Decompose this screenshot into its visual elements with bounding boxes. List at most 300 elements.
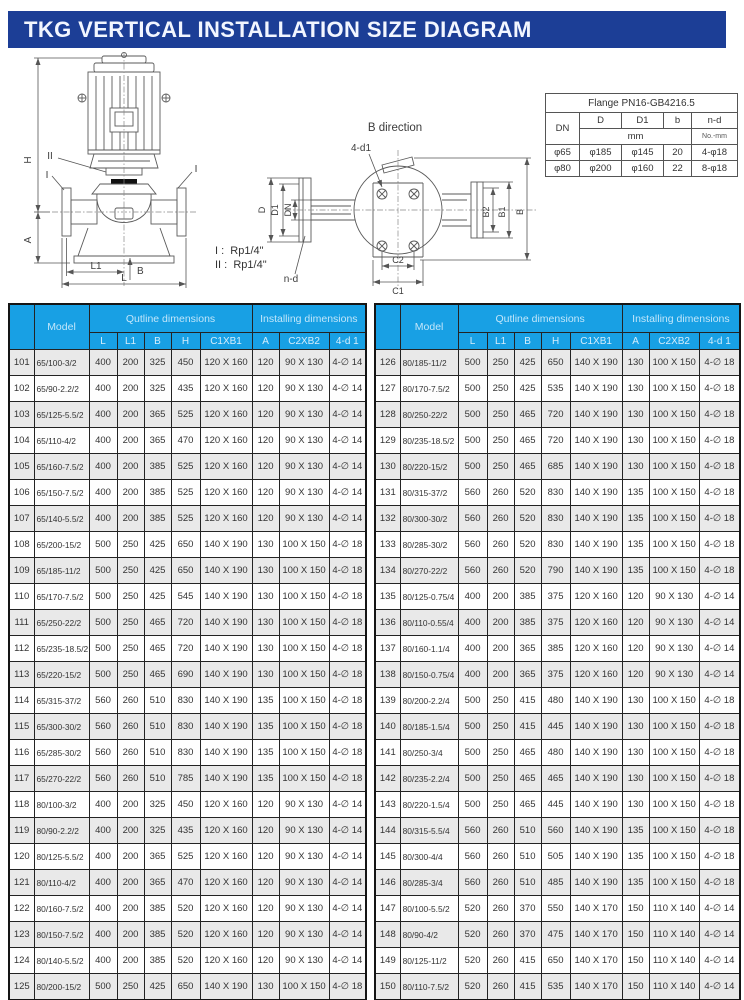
dim-b: 465 bbox=[514, 792, 541, 818]
dim-c1xb1: 120 X 160 bbox=[200, 818, 252, 844]
table-row bbox=[375, 922, 740, 948]
dim-h: 480 bbox=[541, 740, 570, 766]
dim-c1xb1: 120 X 160 bbox=[200, 376, 252, 402]
model-cell: 80/220-1.5/4 bbox=[400, 792, 458, 818]
dim-h: 525 bbox=[171, 480, 200, 506]
dim-l: 500 bbox=[89, 662, 117, 688]
dim-c2xb2: 90 X 130 bbox=[279, 818, 329, 844]
table-row bbox=[375, 636, 740, 662]
dim-c2xb2: 100 X 150 bbox=[279, 558, 329, 584]
row-index: 111 bbox=[9, 610, 34, 636]
dim-l: 400 bbox=[89, 844, 117, 870]
dim-b: 385 bbox=[144, 454, 171, 480]
dim-a: 130 bbox=[622, 402, 649, 428]
dim-c2xb2: 100 X 150 bbox=[649, 558, 699, 584]
dim-c1xb1: 120 X 160 bbox=[200, 870, 252, 896]
dim-a: 120 bbox=[252, 506, 279, 532]
dim-b: 385 bbox=[144, 896, 171, 922]
table-row bbox=[375, 740, 740, 766]
dimension-table-right bbox=[374, 303, 741, 1000]
dim-holes: 4-∅ 14 bbox=[329, 818, 366, 844]
flange-col-dn: DN bbox=[546, 113, 580, 145]
dim-h: 830 bbox=[541, 532, 570, 558]
dim-holes: 4-∅ 18 bbox=[699, 818, 740, 844]
dim-c2xb2: 90 X 130 bbox=[279, 454, 329, 480]
table-row bbox=[375, 350, 740, 376]
row-index: 108 bbox=[9, 532, 34, 558]
dim-c2xb2: 90 X 130 bbox=[279, 428, 329, 454]
dim-h: 480 bbox=[541, 688, 570, 714]
flange-d1-cell: φ145 bbox=[622, 145, 664, 161]
dim-l1: 200 bbox=[117, 480, 144, 506]
dim-h: 650 bbox=[541, 350, 570, 376]
dim-a: 120 bbox=[252, 922, 279, 948]
dim-c1xb1: 140 X 190 bbox=[200, 740, 252, 766]
dim-h: 560 bbox=[541, 818, 570, 844]
model-cell: 65/285-30/2 bbox=[34, 740, 89, 766]
model-cell: 80/185-11/2 bbox=[400, 350, 458, 376]
dim-a: 130 bbox=[252, 610, 279, 636]
dim-l1: 250 bbox=[487, 792, 514, 818]
model-cell: 80/150-0.75/4 bbox=[400, 662, 458, 688]
dim-c1xb1: 120 X 160 bbox=[570, 662, 622, 688]
row-index: 107 bbox=[9, 506, 34, 532]
row-index: 148 bbox=[375, 922, 400, 948]
dim-l: 500 bbox=[458, 454, 487, 480]
dim-a: 120 bbox=[622, 636, 649, 662]
table-row bbox=[375, 792, 740, 818]
dim-c1xb1: 120 X 160 bbox=[200, 506, 252, 532]
dim-l1: 250 bbox=[117, 584, 144, 610]
col-header-a: A bbox=[622, 333, 649, 350]
port-label-i-right: I bbox=[194, 164, 198, 175]
dim-a: 130 bbox=[622, 740, 649, 766]
dim-b: 385 bbox=[144, 480, 171, 506]
dim-c1xb1: 140 X 190 bbox=[570, 506, 622, 532]
dim-c2xb2: 100 X 150 bbox=[279, 688, 329, 714]
dim-a: 135 bbox=[252, 766, 279, 792]
col-header-h: H bbox=[541, 333, 570, 350]
table-row bbox=[9, 428, 366, 454]
dim-a: 135 bbox=[252, 688, 279, 714]
dim-holes: 4-∅ 14 bbox=[329, 402, 366, 428]
dim-c1xb1: 140 X 190 bbox=[200, 714, 252, 740]
dim-c1xb1: 120 X 160 bbox=[200, 350, 252, 376]
row-index: 150 bbox=[375, 974, 400, 1000]
flange-unit-nomm: No.-mm bbox=[692, 129, 738, 145]
dim-c2xb2: 100 X 150 bbox=[649, 766, 699, 792]
dimension-tables bbox=[8, 303, 737, 1000]
dim-l: 500 bbox=[458, 688, 487, 714]
dim-c1xb1: 140 X 190 bbox=[200, 662, 252, 688]
col-header-c1xb1: C1XB1 bbox=[200, 333, 252, 350]
row-index: 109 bbox=[9, 558, 34, 584]
row-index: 136 bbox=[375, 610, 400, 636]
dim-c1xb1: 120 X 160 bbox=[570, 636, 622, 662]
dim-l1: 250 bbox=[117, 610, 144, 636]
dim-a: 130 bbox=[622, 350, 649, 376]
row-index: 124 bbox=[9, 948, 34, 974]
row-index: 116 bbox=[9, 740, 34, 766]
installing-group-header: Installing dimensions bbox=[622, 304, 740, 333]
dim-holes: 4-∅ 18 bbox=[329, 558, 366, 584]
dim-l1: 250 bbox=[117, 532, 144, 558]
dim-holes: 4-∅ 18 bbox=[699, 558, 740, 584]
dim-a: 135 bbox=[622, 480, 649, 506]
dim-h: 830 bbox=[541, 480, 570, 506]
dim-label-b: B bbox=[137, 266, 144, 277]
model-cell: 65/140-5.5/2 bbox=[34, 506, 89, 532]
row-index: 129 bbox=[375, 428, 400, 454]
row-index: 149 bbox=[375, 948, 400, 974]
dim-c1xb1: 140 X 190 bbox=[570, 740, 622, 766]
dim-l1: 260 bbox=[487, 922, 514, 948]
dim-l: 560 bbox=[458, 506, 487, 532]
dim-l1: 250 bbox=[487, 740, 514, 766]
dim-l: 400 bbox=[89, 818, 117, 844]
row-index: 128 bbox=[375, 402, 400, 428]
model-cell: 80/185-1.5/4 bbox=[400, 714, 458, 740]
port-label-i-left: I bbox=[45, 170, 49, 181]
dim-h: 650 bbox=[171, 532, 200, 558]
dim-holes: 4-∅ 14 bbox=[329, 844, 366, 870]
dim-l: 520 bbox=[458, 974, 487, 1000]
dim-c2xb2: 100 X 150 bbox=[649, 506, 699, 532]
dim-c1xb1: 140 X 170 bbox=[570, 896, 622, 922]
dim-l: 560 bbox=[89, 714, 117, 740]
dim-holes: 4-∅ 14 bbox=[329, 948, 366, 974]
dim-l1: 200 bbox=[117, 818, 144, 844]
dim-l: 400 bbox=[89, 792, 117, 818]
dim-l1: 260 bbox=[487, 844, 514, 870]
row-number-header bbox=[9, 304, 34, 350]
dim-c2xb2: 100 X 150 bbox=[649, 740, 699, 766]
dim-c1xb1: 120 X 160 bbox=[570, 584, 622, 610]
dim-b: 465 bbox=[514, 740, 541, 766]
model-cell: 65/250-22/2 bbox=[34, 610, 89, 636]
dim-l1: 200 bbox=[117, 844, 144, 870]
dim-h: 545 bbox=[171, 584, 200, 610]
table-row bbox=[375, 896, 740, 922]
port-legend-line2: II : Rp1/4" bbox=[215, 259, 267, 271]
dim-l1: 250 bbox=[487, 454, 514, 480]
dim-c2xb2: 100 X 150 bbox=[649, 844, 699, 870]
dim-c2xb2: 100 X 150 bbox=[649, 688, 699, 714]
dim-a: 120 bbox=[252, 402, 279, 428]
dim-b: 365 bbox=[514, 636, 541, 662]
dim-a: 150 bbox=[622, 948, 649, 974]
row-index: 146 bbox=[375, 870, 400, 896]
dim-b: 415 bbox=[514, 714, 541, 740]
row-index: 117 bbox=[9, 766, 34, 792]
dim-h: 720 bbox=[541, 428, 570, 454]
table-row bbox=[375, 974, 740, 1000]
casing-top-view bbox=[299, 157, 483, 257]
dim-c1xb1: 120 X 160 bbox=[200, 428, 252, 454]
dim-h: 720 bbox=[541, 402, 570, 428]
dim-label-d1: D1 bbox=[270, 204, 280, 216]
col-header-h: H bbox=[171, 333, 200, 350]
dim-holes: 4-∅ 14 bbox=[329, 350, 366, 376]
dim-l1: 200 bbox=[487, 662, 514, 688]
model-cell: 80/160-7.5/2 bbox=[34, 896, 89, 922]
dim-h: 650 bbox=[171, 974, 200, 1000]
dim-a: 130 bbox=[252, 974, 279, 1000]
dim-l: 500 bbox=[89, 610, 117, 636]
model-cell: 65/160-7.5/2 bbox=[34, 454, 89, 480]
model-cell: 65/185-11/2 bbox=[34, 558, 89, 584]
dim-l1: 260 bbox=[487, 948, 514, 974]
dim-l: 560 bbox=[458, 818, 487, 844]
dim-h: 685 bbox=[541, 454, 570, 480]
dim-l1: 250 bbox=[487, 402, 514, 428]
dim-holes: 4-∅ 18 bbox=[329, 532, 366, 558]
dim-l: 500 bbox=[458, 766, 487, 792]
col-header-b: B bbox=[144, 333, 171, 350]
dim-c1xb1: 140 X 190 bbox=[200, 766, 252, 792]
row-index: 131 bbox=[375, 480, 400, 506]
row-index: 135 bbox=[375, 584, 400, 610]
table-row bbox=[375, 714, 740, 740]
dim-c2xb2: 110 X 140 bbox=[649, 948, 699, 974]
dim-label-l1: L1 bbox=[90, 261, 102, 272]
model-cell: 65/90-2.2/2 bbox=[34, 376, 89, 402]
dim-h: 535 bbox=[541, 974, 570, 1000]
dim-c2xb2: 90 X 130 bbox=[279, 792, 329, 818]
dim-holes: 4-∅ 18 bbox=[699, 870, 740, 896]
row-index: 115 bbox=[9, 714, 34, 740]
dim-a: 150 bbox=[622, 922, 649, 948]
dim-l: 560 bbox=[89, 688, 117, 714]
dim-l: 500 bbox=[458, 714, 487, 740]
dim-h: 470 bbox=[171, 870, 200, 896]
dim-b: 510 bbox=[514, 844, 541, 870]
note-label-4d1: 4-d1 bbox=[350, 143, 372, 154]
dim-h: 450 bbox=[171, 350, 200, 376]
port-label-ii: II bbox=[47, 151, 53, 162]
flange-b-cell: 22 bbox=[664, 161, 692, 177]
dim-c2xb2: 90 X 130 bbox=[649, 610, 699, 636]
dim-l1: 200 bbox=[117, 350, 144, 376]
table-row bbox=[9, 636, 366, 662]
dim-b: 365 bbox=[144, 844, 171, 870]
dim-h: 375 bbox=[541, 662, 570, 688]
table-row bbox=[375, 662, 740, 688]
dim-c1xb1: 140 X 190 bbox=[570, 350, 622, 376]
dim-h: 790 bbox=[541, 558, 570, 584]
dim-l1: 250 bbox=[487, 376, 514, 402]
table-row bbox=[375, 428, 740, 454]
dim-holes: 4-∅ 18 bbox=[699, 506, 740, 532]
dim-c2xb2: 100 X 150 bbox=[649, 376, 699, 402]
dim-holes: 4-∅ 14 bbox=[699, 610, 740, 636]
dim-h: 520 bbox=[171, 922, 200, 948]
port-legend-line1: I : Rp1/4" bbox=[215, 245, 264, 257]
dim-h: 435 bbox=[171, 818, 200, 844]
dim-holes: 4-∅ 18 bbox=[329, 662, 366, 688]
dim-h: 435 bbox=[171, 376, 200, 402]
table-row bbox=[375, 532, 740, 558]
model-cell: 80/110-0.55/4 bbox=[400, 610, 458, 636]
dim-h: 785 bbox=[171, 766, 200, 792]
col-header-c2xb2: C2XB2 bbox=[279, 333, 329, 350]
dim-c1xb1: 140 X 190 bbox=[200, 636, 252, 662]
dim-a: 130 bbox=[622, 792, 649, 818]
dim-a: 120 bbox=[252, 948, 279, 974]
row-index: 127 bbox=[375, 376, 400, 402]
flange-dn-cell: φ80 bbox=[546, 161, 580, 177]
dim-h: 550 bbox=[541, 896, 570, 922]
model-cell: 80/270-22/2 bbox=[400, 558, 458, 584]
model-cell: 80/125-5.5/2 bbox=[34, 844, 89, 870]
dim-a: 130 bbox=[622, 428, 649, 454]
table-row bbox=[9, 844, 366, 870]
col-header-l1: L1 bbox=[117, 333, 144, 350]
dim-b: 510 bbox=[144, 740, 171, 766]
dim-c1xb1: 140 X 190 bbox=[200, 558, 252, 584]
model-cell: 65/235-18.5/2 bbox=[34, 636, 89, 662]
dim-l1: 250 bbox=[117, 662, 144, 688]
dim-l1: 200 bbox=[117, 922, 144, 948]
table-row bbox=[546, 161, 738, 177]
dim-b: 385 bbox=[144, 948, 171, 974]
flange-nd-cell: 8-φ18 bbox=[692, 161, 738, 177]
dim-b: 425 bbox=[144, 974, 171, 1000]
table-row bbox=[9, 558, 366, 584]
dim-h: 520 bbox=[171, 948, 200, 974]
dim-l: 400 bbox=[458, 636, 487, 662]
model-cell: 65/110-4/2 bbox=[34, 428, 89, 454]
dim-l: 560 bbox=[458, 480, 487, 506]
model-cell: 80/220-15/2 bbox=[400, 454, 458, 480]
dim-c1xb1: 140 X 190 bbox=[570, 558, 622, 584]
row-index: 125 bbox=[9, 974, 34, 1000]
dim-b: 510 bbox=[514, 870, 541, 896]
dim-a: 130 bbox=[622, 766, 649, 792]
dim-l1: 250 bbox=[487, 766, 514, 792]
dim-a: 120 bbox=[622, 584, 649, 610]
dim-holes: 4-∅ 14 bbox=[329, 480, 366, 506]
model-cell: 65/315-37/2 bbox=[34, 688, 89, 714]
table-row bbox=[375, 610, 740, 636]
model-cell: 65/300-30/2 bbox=[34, 714, 89, 740]
dim-a: 130 bbox=[252, 636, 279, 662]
dim-l1: 200 bbox=[117, 870, 144, 896]
table-row bbox=[375, 844, 740, 870]
dim-holes: 4-∅ 14 bbox=[329, 792, 366, 818]
dim-h: 525 bbox=[171, 402, 200, 428]
flange-b-cell: 20 bbox=[664, 145, 692, 161]
model-cell: 80/315-5.5/4 bbox=[400, 818, 458, 844]
dim-l: 500 bbox=[89, 558, 117, 584]
dim-l1: 200 bbox=[117, 896, 144, 922]
dim-l1: 250 bbox=[487, 688, 514, 714]
dim-holes: 4-∅ 18 bbox=[329, 688, 366, 714]
dim-b: 520 bbox=[514, 506, 541, 532]
dim-h: 525 bbox=[171, 844, 200, 870]
dim-c1xb1: 140 X 190 bbox=[200, 532, 252, 558]
installing-group-header: Installing dimensions bbox=[252, 304, 366, 333]
table-row bbox=[375, 402, 740, 428]
dim-c1xb1: 120 X 160 bbox=[200, 948, 252, 974]
dim-l1: 200 bbox=[117, 402, 144, 428]
page-title: TKG VERTICAL INSTALLATION SIZE DIAGRAM bbox=[8, 11, 726, 48]
table-row bbox=[9, 376, 366, 402]
model-cell: 65/220-15/2 bbox=[34, 662, 89, 688]
table-row bbox=[9, 766, 366, 792]
col-header-l1: L1 bbox=[487, 333, 514, 350]
col-header-4d1: 4-d 1 bbox=[329, 333, 366, 350]
dim-l: 400 bbox=[89, 480, 117, 506]
dim-holes: 4-∅ 18 bbox=[699, 766, 740, 792]
dim-b: 425 bbox=[514, 376, 541, 402]
dim-c1xb1: 140 X 190 bbox=[570, 714, 622, 740]
dim-b: 465 bbox=[144, 636, 171, 662]
row-index: 144 bbox=[375, 818, 400, 844]
table-row bbox=[9, 454, 366, 480]
table-row bbox=[9, 480, 366, 506]
dim-l: 400 bbox=[89, 350, 117, 376]
table-row bbox=[9, 870, 366, 896]
dim-a: 130 bbox=[622, 714, 649, 740]
dim-l1: 260 bbox=[487, 506, 514, 532]
dim-l: 560 bbox=[458, 844, 487, 870]
dim-l: 500 bbox=[89, 532, 117, 558]
dim-l: 400 bbox=[89, 896, 117, 922]
dim-c1xb1: 140 X 190 bbox=[200, 974, 252, 1000]
dim-a: 150 bbox=[622, 896, 649, 922]
dim-l: 520 bbox=[458, 948, 487, 974]
dim-a: 120 bbox=[622, 610, 649, 636]
flange-spec-table bbox=[545, 93, 738, 177]
dim-l: 400 bbox=[89, 506, 117, 532]
dim-b: 325 bbox=[144, 818, 171, 844]
dim-h: 830 bbox=[541, 506, 570, 532]
dim-holes: 4-∅ 18 bbox=[329, 584, 366, 610]
row-index: 139 bbox=[375, 688, 400, 714]
dim-holes: 4-∅ 18 bbox=[699, 376, 740, 402]
dim-c2xb2: 110 X 140 bbox=[649, 922, 699, 948]
flange-unit-mm: mm bbox=[580, 129, 692, 145]
dim-c1xb1: 140 X 190 bbox=[570, 844, 622, 870]
model-cell: 80/110-4/2 bbox=[34, 870, 89, 896]
dim-c2xb2: 90 X 130 bbox=[279, 402, 329, 428]
dim-c1xb1: 140 X 190 bbox=[200, 688, 252, 714]
dim-l1: 260 bbox=[487, 870, 514, 896]
dim-b: 510 bbox=[514, 818, 541, 844]
row-index: 103 bbox=[9, 402, 34, 428]
row-index: 106 bbox=[9, 480, 34, 506]
dim-c2xb2: 90 X 130 bbox=[649, 584, 699, 610]
dim-c2xb2: 100 X 150 bbox=[649, 792, 699, 818]
dim-a: 135 bbox=[622, 818, 649, 844]
dim-l: 400 bbox=[89, 948, 117, 974]
dim-holes: 4-∅ 18 bbox=[699, 428, 740, 454]
port-legend bbox=[215, 244, 267, 272]
dim-c1xb1: 120 X 160 bbox=[570, 610, 622, 636]
row-index: 137 bbox=[375, 636, 400, 662]
model-header: Model bbox=[400, 304, 458, 350]
dim-label-d: D bbox=[257, 206, 267, 214]
table-row bbox=[9, 818, 366, 844]
dim-l1: 260 bbox=[117, 740, 144, 766]
table-row bbox=[375, 584, 740, 610]
dim-c2xb2: 90 X 130 bbox=[279, 870, 329, 896]
dim-l1: 200 bbox=[117, 792, 144, 818]
model-cell: 80/315-37/2 bbox=[400, 480, 458, 506]
row-index: 123 bbox=[9, 922, 34, 948]
dim-h: 720 bbox=[171, 610, 200, 636]
